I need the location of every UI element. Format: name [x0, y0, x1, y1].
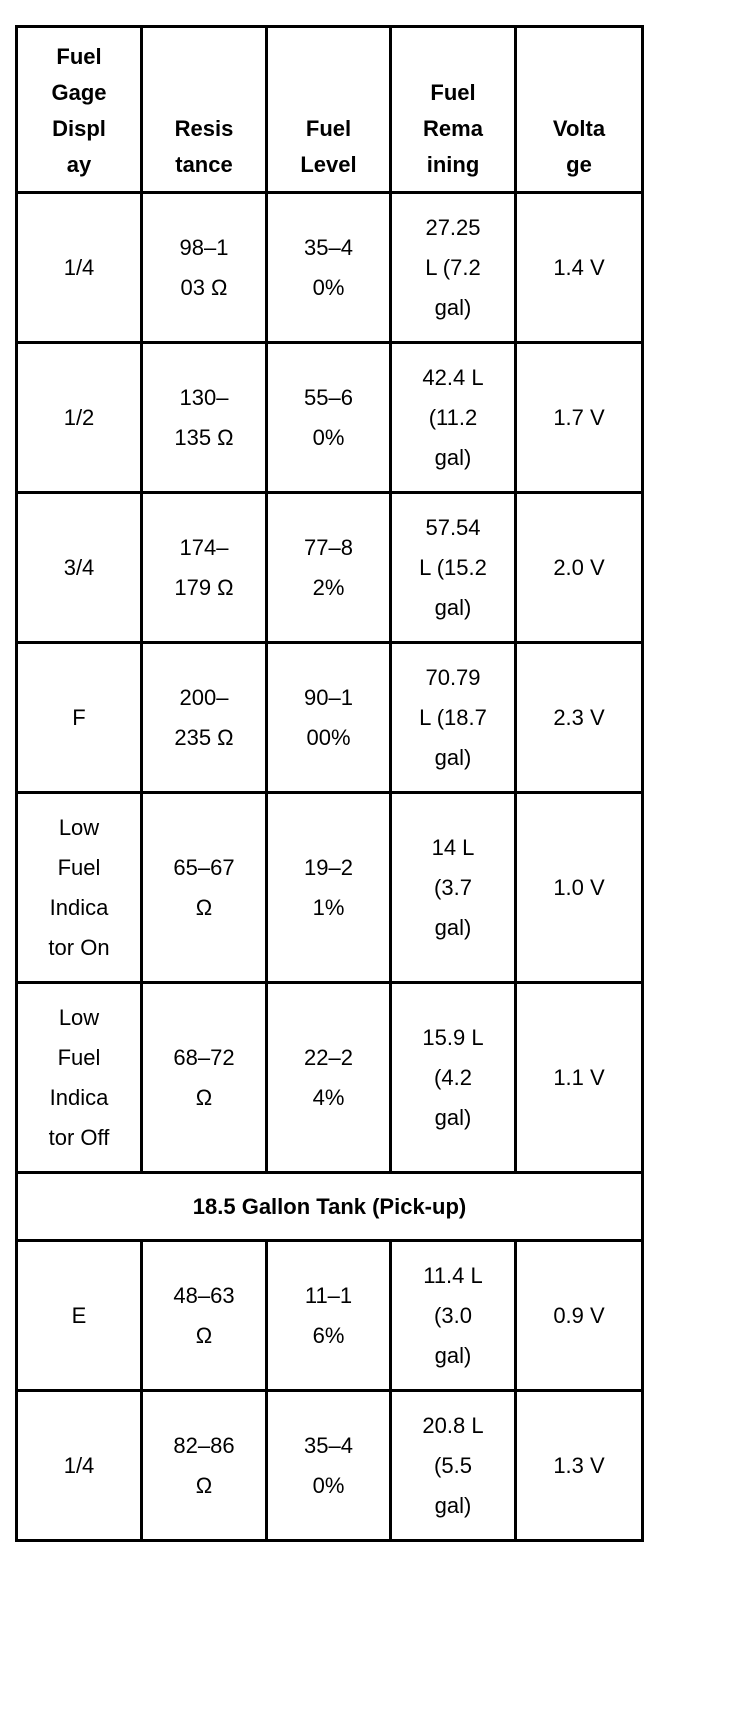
- cell-fuel-level: 90–1 00%: [267, 643, 391, 793]
- cell-fuel-level: 55–6 0%: [267, 343, 391, 493]
- table-row: [17, 983, 643, 1173]
- cell-voltage: 1.0 V: [516, 793, 643, 983]
- header-voltage: Volta ge: [516, 27, 643, 193]
- cell-resistance: 174– 179 Ω: [142, 493, 267, 643]
- table-section-header-row: [17, 1173, 643, 1241]
- cell-resistance: 82–86 Ω: [142, 1391, 267, 1541]
- cell-resistance: 98–1 03 Ω: [142, 193, 267, 343]
- cell-fuel-level: 19–2 1%: [267, 793, 391, 983]
- cell-fuel-remaining: 11.4 L (3.0 gal): [391, 1241, 516, 1391]
- cell-fuel-remaining: 15.9 L (4.2 gal): [391, 983, 516, 1173]
- table-row: [17, 1241, 643, 1391]
- cell-voltage: 0.9 V: [516, 1241, 643, 1391]
- cell-resistance: 68–72 Ω: [142, 983, 267, 1173]
- table-row: [17, 793, 643, 983]
- cell-gage-display: F: [17, 643, 142, 793]
- header-fuel-remaining: Fuel Rema ining: [391, 27, 516, 193]
- header-fuel-level: Fuel Level: [267, 27, 391, 193]
- cell-gage-display: 3/4: [17, 493, 142, 643]
- cell-gage-display: 1/2: [17, 343, 142, 493]
- cell-gage-display: Low Fuel Indica tor Off: [17, 983, 142, 1173]
- cell-resistance: 200– 235 Ω: [142, 643, 267, 793]
- cell-fuel-level: 22–2 4%: [267, 983, 391, 1173]
- table-row: [17, 643, 643, 793]
- table-header-row: [17, 27, 643, 193]
- table-row: [17, 193, 643, 343]
- fuel-gage-table-container: [15, 25, 644, 1542]
- cell-voltage: 2.3 V: [516, 643, 643, 793]
- cell-fuel-remaining: 57.54 L (15.2 gal): [391, 493, 516, 643]
- cell-gage-display: E: [17, 1241, 142, 1391]
- cell-fuel-level: 35–4 0%: [267, 1391, 391, 1541]
- cell-fuel-remaining: 27.25 L (7.2 gal): [391, 193, 516, 343]
- cell-fuel-remaining: 70.79 L (18.7 gal): [391, 643, 516, 793]
- cell-gage-display: Low Fuel Indica tor On: [17, 793, 142, 983]
- table-row: [17, 1391, 643, 1541]
- cell-fuel-level: 11–1 6%: [267, 1241, 391, 1391]
- cell-voltage: 1.1 V: [516, 983, 643, 1173]
- header-resistance: Resis tance: [142, 27, 267, 193]
- cell-voltage: 1.4 V: [516, 193, 643, 343]
- cell-voltage: 2.0 V: [516, 493, 643, 643]
- cell-voltage: 1.7 V: [516, 343, 643, 493]
- cell-fuel-level: 35–4 0%: [267, 193, 391, 343]
- section-title: 18.5 Gallon Tank (Pick-up): [17, 1173, 643, 1241]
- cell-resistance: 48–63 Ω: [142, 1241, 267, 1391]
- cell-fuel-remaining: 42.4 L (11.2 gal): [391, 343, 516, 493]
- cell-resistance: 130– 135 Ω: [142, 343, 267, 493]
- cell-resistance: 65–67 Ω: [142, 793, 267, 983]
- cell-fuel-remaining: 14 L (3.7 gal): [391, 793, 516, 983]
- cell-fuel-level: 77–8 2%: [267, 493, 391, 643]
- table-row: [17, 343, 643, 493]
- header-fuel-gage-display: Fuel Gage Displ ay: [17, 27, 142, 193]
- table-row: [17, 493, 643, 643]
- cell-gage-display: 1/4: [17, 193, 142, 343]
- fuel-gage-table: [15, 25, 644, 1542]
- cell-voltage: 1.3 V: [516, 1391, 643, 1541]
- cell-gage-display: 1/4: [17, 1391, 142, 1541]
- cell-fuel-remaining: 20.8 L (5.5 gal): [391, 1391, 516, 1541]
